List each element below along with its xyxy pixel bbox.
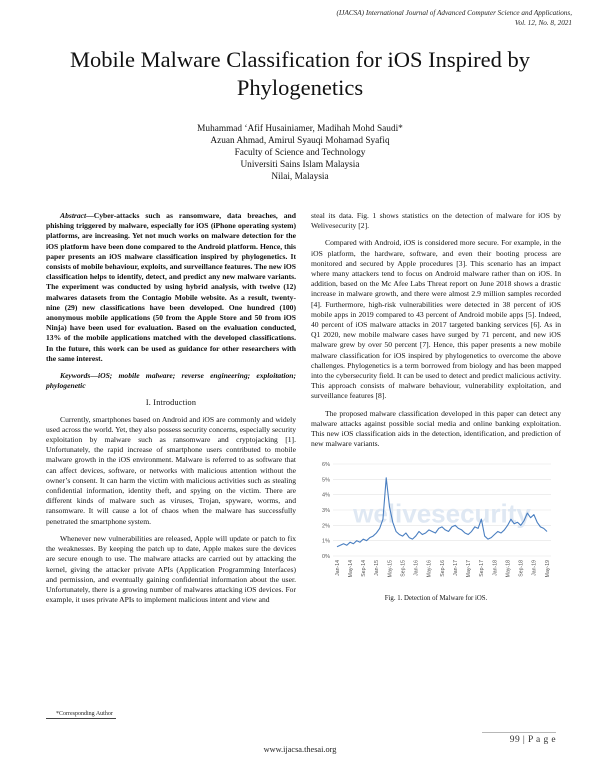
authors-line-2: Azuan Ahmad, Amirul Syauqi Mohamad Syafiq bbox=[210, 136, 390, 146]
corresponding-author-footnote: *Corresponding Author bbox=[56, 711, 113, 717]
x-tick-label: Jan-18 bbox=[492, 560, 499, 577]
affiliation-line-3: Nilai, Malaysia bbox=[271, 172, 329, 182]
x-tick-label: Sep-15 bbox=[400, 560, 407, 578]
y-tick-label: 5% bbox=[322, 477, 330, 484]
y-tick-label: 4% bbox=[322, 493, 330, 500]
x-tick-label: May-18 bbox=[505, 560, 512, 578]
x-tick-label: Sep-18 bbox=[518, 560, 525, 578]
paper-title: Mobile Malware Classification for iOS Inspired by Phylogenetics bbox=[70, 47, 530, 100]
x-tick-label: Jan-14 bbox=[334, 560, 341, 577]
y-tick-label: 0% bbox=[322, 554, 330, 561]
x-tick-label: Jan-15 bbox=[374, 560, 381, 577]
x-tick-label: May-16 bbox=[426, 560, 433, 578]
page-number: 99 | P a g e bbox=[509, 735, 556, 745]
journal-website: www.ijacsa.thesai.org bbox=[263, 745, 337, 754]
y-tick-label: 3% bbox=[322, 508, 330, 515]
page-number-divider bbox=[482, 732, 556, 733]
authors-line-1: Muhammad ‘Afif Husainiamer, Madihah Mohd Saudi* bbox=[197, 124, 403, 134]
malware-detection-line-chart bbox=[311, 456, 561, 588]
intro-paragraph-4: The proposed malware classification developed in this paper can detect any malware attacks against possible social media and online banking exploitation. This new iOS classification aids in the detection, identification, and prediction of new malware variants. bbox=[311, 408, 561, 449]
x-tick-label: Sep-14 bbox=[361, 560, 368, 578]
intro-paragraph-continued: steal its data. Fig. 1 shows statistics on the detection of malware for iOS by Welivesecurity [2]. bbox=[311, 211, 561, 231]
abstract-label: Abstract bbox=[60, 211, 87, 220]
keywords: Keywords—iOS; mobile malware; reverse engineering; exploitation; phylogenetic bbox=[46, 371, 296, 391]
x-tick-label: Jan-17 bbox=[452, 560, 459, 577]
intro-paragraph-1: Currently, smartphones based on Android and iOS are commonly and widely used across the world. Yet, they also possess security concerns, especially security exploitation by malware such as ransomware and cryptojacking [1]. Unfortunately, the rapid increase of smartphone users contributed to mobile malware growth in the iOS environment. Malware is referred to as software that can affect devices, software, or networks with malicious attention without the owner’s consent. It can harm the victim with malicious activities such as stealing confidential information, identity theft, and spying on the victim. There are different kinds of malware such as viruses, Trojan, spyware, worms, and ransomware. It will cause a lot of chaos when the malware has successfully penetrated the smartphone system. bbox=[46, 414, 296, 526]
x-tick-label: Sep-17 bbox=[479, 560, 486, 578]
right-column bbox=[311, 211, 561, 605]
journal-name: (IJACSA) International Journal of Advanced Computer Science and Applications, bbox=[336, 9, 572, 17]
journal-header bbox=[172, 9, 572, 28]
left-column bbox=[46, 211, 296, 612]
x-tick-label: May-19 bbox=[544, 560, 551, 578]
x-tick-label: Jan-16 bbox=[413, 560, 420, 577]
intro-paragraph-3: Compared with Android, iOS is considered more secure. For example, in the iOS platform, the hardware, software, and even their booting process are monitored and secured by Apple procedures [3]. This scenario has an impact where many attackers tend to focus on Android malware rather than on iOS. In addition, based on the Mc Afee Labs Threat report on June 2018 shows a drastic increase in malware growth, and there were almost 2.9 million samples recorded [4]. Furthermore, high-risk vulnerabilities were detected in 38 percent of iOS mobile apps in 2019 compared to 43 percent of Android mobile apps [5]. Indeed, 40 percent of iOS malware attacks in 2017 targeted banking services [6]. As in Q1 2020, new mobile malware cases have surged by 71 percent, and new iOS malware grew by over 50 percent [7]. Hence, this paper presents a new mobile malware classification for iOS inspired by phylogenetics to overcome the above challenges. Phylogenetics is a term borrowed from biology and has been mapped into the cybersecurity field. It can be used to detect and predict malicious activity. This approach consists of malware behaviour, vulnerability exploitation, and surveillance features [8]. bbox=[311, 238, 561, 401]
affiliation-line-1: Faculty of Science and Technology bbox=[234, 148, 366, 158]
author-block bbox=[60, 123, 540, 183]
affiliation-line-2: Universiti Sains Islam Malaysia bbox=[240, 160, 360, 170]
abstract-text: —Cyber-attacks such as ransomware, data breaches, and phishing triggered by malware, especially for iOS (iPhone operating system) platforms, are increasing. Yet not much works on malware detection for the iOS platform have been done compared to the Android platform. Hence, this paper presents an iOS malware classification inspired by phylogenetics. It consists of mobile behaviour, exploits, and surveillance features. The new iOS classification helps to identify, detect, and predict any new malware variants. The experiment was conducted by using hybrid analysis, with twelve (12) malwares datasets from the Contagio Mobile website. As a result, twenty-nine (29) new classifications have been developed. One hundred (100) anonymous mobile applications (50 from the Apple Store and 50 from iOS Ninja) have been used for evaluation. Based on the evaluation conducted, 13% of the mobile applications matched with the developed classifications. In the future, this work can be used as guidance for other researchers with the same interest. bbox=[46, 211, 296, 363]
y-tick-label: 2% bbox=[322, 523, 330, 530]
footnote-divider bbox=[46, 718, 116, 719]
x-tick-label: May-15 bbox=[387, 560, 394, 578]
y-tick-label: 6% bbox=[322, 462, 330, 469]
section-heading-introduction: I. Introduction bbox=[145, 398, 197, 408]
journal-volume: Vol. 12, No. 8, 2021 bbox=[514, 18, 572, 27]
y-tick-label: 1% bbox=[322, 539, 330, 546]
figure-1-chart bbox=[311, 456, 561, 588]
abstract bbox=[46, 211, 296, 364]
x-tick-label: May-17 bbox=[466, 560, 473, 578]
intro-paragraph-2: Whenever new vulnerabilities are released, Apple will update or patch to fix the weaknesses. By keeping the patch up to date, Apple makes sure the devices are secure enough to use. The malware attacks are carried out by attacking the kernel, giving the attacker private APIs (Application Programming Interfaces) and permission, and eventually gaining confidential information about the user. Unfortunately, there is a growing number of malwares attacking iOS devices. For example, it uses private APIs to implement malicious intent and view and bbox=[46, 533, 296, 605]
figure-1-caption: Fig. 1. Detection of Malware for iOS. bbox=[384, 595, 488, 603]
x-tick-label: Jan-19 bbox=[531, 560, 538, 577]
x-tick-label: May-14 bbox=[347, 560, 354, 578]
x-tick-label: Sep-16 bbox=[439, 560, 446, 578]
chart-watermark: welivesecurity bbox=[353, 498, 531, 529]
